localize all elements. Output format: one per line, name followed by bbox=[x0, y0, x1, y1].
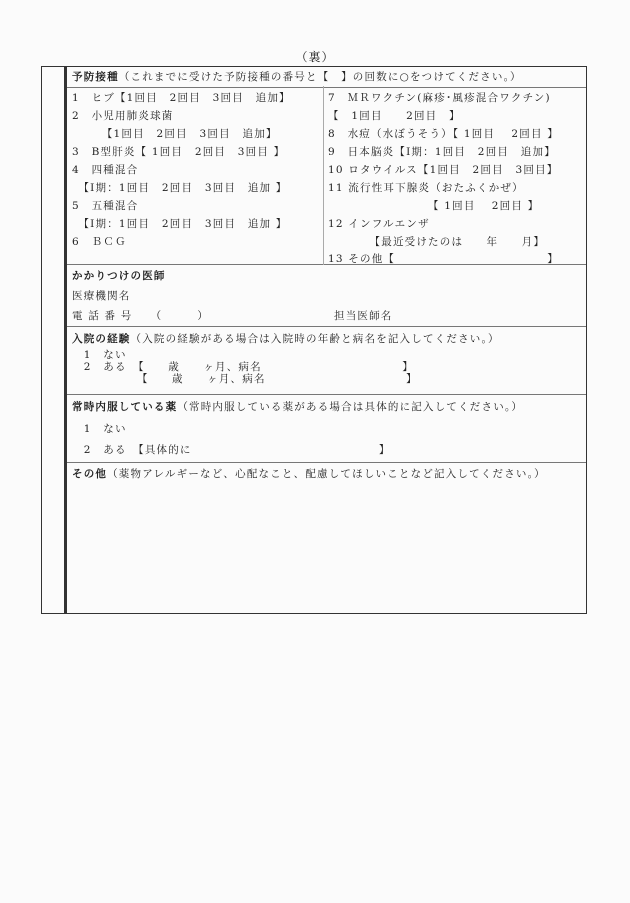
medicine-header bbox=[72, 400, 523, 414]
vaccine-item: 13 その他【 】 bbox=[328, 253, 559, 265]
hospitalization-section bbox=[67, 327, 586, 395]
hospitalization-heading: 入院の経験 bbox=[72, 333, 131, 345]
other-heading: その他 bbox=[72, 468, 108, 480]
doctor-heading: かかりつけの医師 bbox=[72, 270, 166, 282]
medicine-option: 1 ない bbox=[72, 423, 127, 435]
hospitalization-note: （入院の経験がある場合は入院時の年齢と病名を記入してください。） bbox=[130, 333, 500, 345]
hospitalization-option: 2 ある 【 歳 ヶ月、病名 】 bbox=[72, 361, 414, 373]
column-divider bbox=[323, 86, 324, 265]
medicine-section bbox=[67, 395, 586, 463]
medicine-option: 2 ある 【具体的に 】 bbox=[72, 444, 391, 456]
institution-label: 医療機関名 bbox=[72, 290, 131, 302]
vaccine-item: 【Ⅰ期：1回目 2回目 3回目 追加 】 bbox=[72, 218, 288, 230]
hospitalization-header bbox=[72, 332, 500, 346]
other-section bbox=[67, 463, 586, 615]
vaccine-item: 9 日本脳炎【Ⅰ期：1回目 2回目 追加】 bbox=[328, 146, 556, 158]
vaccine-item: 【 1回目 2回目 】 bbox=[328, 200, 540, 212]
vaccine-item: 4 四種混合 bbox=[72, 164, 139, 176]
vaccine-item: 【 1回目 2回目 】 bbox=[328, 110, 461, 122]
doctor-name-label: 担当医師名 bbox=[334, 310, 393, 322]
vaccine-item: 【最近受けたのは 年 月】 bbox=[328, 236, 546, 248]
vaccine-item: 3 B型肝炎【 1回目 2回目 3回目 】 bbox=[72, 146, 286, 158]
other-header bbox=[72, 467, 546, 481]
hospitalization-option: 1 ない bbox=[72, 349, 127, 361]
medicine-note: （常時内服している薬がある場合は具体的に記入してください。） bbox=[177, 401, 524, 413]
vaccine-item: 【1回目 2回目 3回目 追加】 bbox=[72, 128, 278, 140]
page-title: （裏） bbox=[295, 50, 335, 64]
vaccine-item: 1 ヒブ【1回目 2回目 3回目 追加】 bbox=[72, 92, 291, 104]
vaccine-item: 12 インフルエンザ bbox=[328, 218, 430, 230]
doctor-section bbox=[67, 265, 586, 327]
vaccination-header bbox=[72, 70, 522, 84]
phone-label: 電 話 番 号 （ ） bbox=[72, 310, 210, 322]
form-body bbox=[67, 67, 586, 613]
vaccine-item: 2 小児用肺炎球菌 bbox=[72, 110, 174, 122]
vaccine-item: 5 五種混合 bbox=[72, 200, 139, 212]
vaccine-item: 8 水痘（水ぼうそう）【 1回目 2回目 】 bbox=[328, 128, 559, 140]
hospitalization-option: 【 歳 ヶ月、病名 】 bbox=[72, 373, 418, 385]
vaccine-item: 【Ⅰ期：1回目 2回目 3回目 追加 】 bbox=[72, 182, 288, 194]
form-table bbox=[41, 66, 587, 614]
divider bbox=[67, 87, 586, 88]
other-note: （薬物アレルギーなど、心配なこと、配慮してほしいことなど記入してください。） bbox=[107, 468, 546, 480]
vaccination-heading: 予防接種 bbox=[72, 71, 119, 83]
vaccine-item: 7 ＭＲワクチン(麻疹･風疹混合ワクチン) bbox=[328, 92, 551, 104]
vaccine-item: 11 流行性耳下腺炎（おたふくかぜ） bbox=[328, 182, 524, 194]
vaccine-item: 10 ロタウイルス【1回目 2回目 3回目】 bbox=[328, 164, 559, 176]
vaccine-item: 6 ＢＣＧ bbox=[72, 236, 127, 248]
vaccination-note: （これまでに受けた予防接種の番号と【 】の回数に○をつけてください。） bbox=[118, 71, 522, 83]
medicine-heading: 常時内服している薬 bbox=[72, 401, 178, 413]
vaccination-section bbox=[67, 67, 586, 265]
left-margin-column bbox=[42, 67, 67, 613]
